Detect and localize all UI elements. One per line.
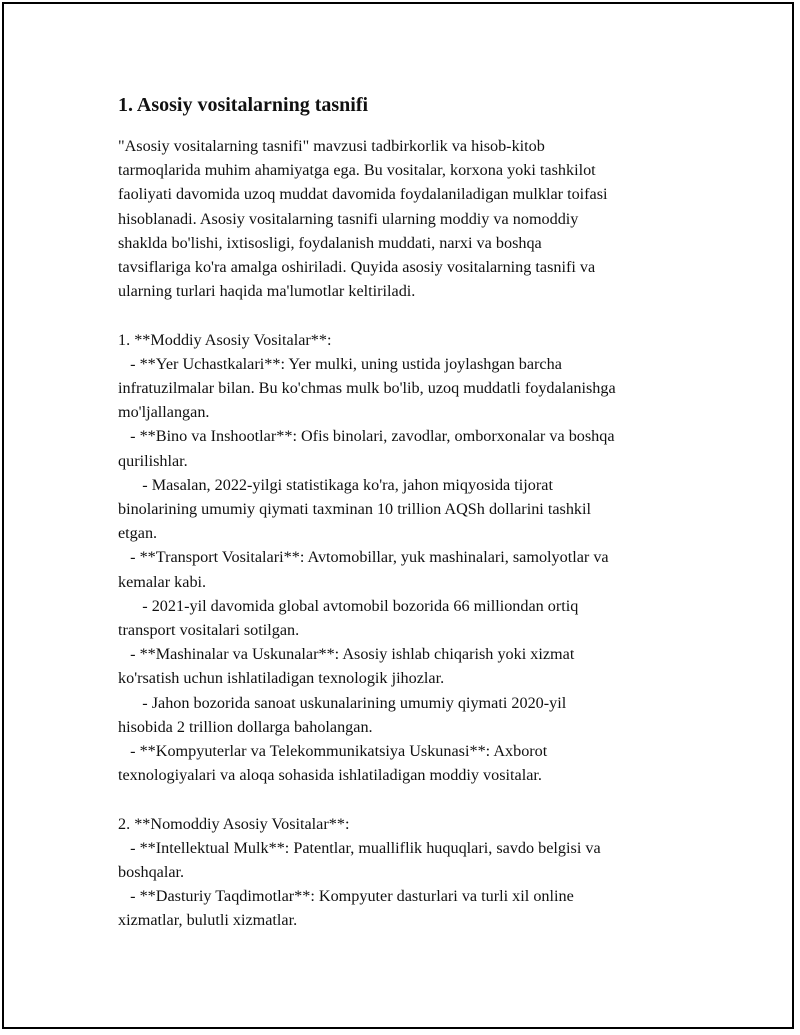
- text-line: binolarining umumiy qiymati taxminan 10 trillion AQSh dollarini tashkil: [118, 500, 592, 519]
- text-line: tarmoqlarida muhim ahamiyatga ega. Bu vositalar, korxona yoki tashkilot: [118, 161, 596, 180]
- text-line: - Masalan, 2022-yilgi statistikaga ko'ra, jahon miqyosida tijorat: [118, 475, 553, 494]
- text-line: - **Bino va Inshootlar**: Ofis binolari, zavodlar, omborxonalar va boshqa: [118, 427, 615, 446]
- document-body: [118, 90, 698, 933]
- text-line: qurilishlar.: [118, 451, 188, 470]
- text-line: boshqalar.: [118, 863, 185, 882]
- text-line: - 2021-yil davomida global avtomobil bozorida 66 milliondan ortiq: [118, 596, 579, 615]
- text-line: etgan.: [118, 524, 158, 543]
- text-line: - **Intellektual Mulk**: Patentlar, mualliflik huquqlari, savdo belgisi va: [118, 838, 601, 857]
- section-heading: 1. Asosiy vositalarning tasnifi: [118, 94, 369, 116]
- text-line: ularning turlari haqida ma'lumotlar keltiriladi.: [118, 282, 416, 301]
- text-line: kemalar kabi.: [118, 572, 207, 591]
- text-line: 2. **Nomoddiy Asosiy Vositalar**:: [118, 814, 350, 833]
- text-line: xizmatlar, bulutli xizmatlar.: [118, 911, 298, 930]
- text-line: infratuzilmalar bilan. Bu ko'chmas mulk bo'lib, uzoq muddatli foydalanishga: [118, 379, 616, 398]
- text-line: - Jahon bozorida sanoat uskunalarining umumiy qiymati 2020-yil: [118, 693, 567, 712]
- text-line: - **Dasturiy Taqdimotlar**: Kompyuter dasturlari va turli xil online: [118, 887, 574, 906]
- text-line: hisoblanadi. Asosiy vositalarning tasnifi ularning moddiy va nomoddiy: [118, 209, 579, 228]
- text-line: shaklda bo'lishi, ixtisosligi, foydalanish muddati, narxi va boshqa: [118, 233, 542, 252]
- text-line: hisobida 2 trillion dollarga baholangan.: [118, 717, 373, 736]
- text-line: ko'rsatish uchun ishlatiladigan texnologik jihozlar.: [118, 669, 445, 688]
- text-line: - **Kompyuterlar va Telekommunikatsiya Uskunasi**: Axborot: [118, 742, 548, 761]
- text-line: mo'ljallangan.: [118, 403, 210, 422]
- document-text: [118, 134, 698, 933]
- text-line: "Asosiy vositalarning tasnifi" mavzusi tadbirkorlik va hisob-kitob: [118, 137, 545, 155]
- text-line: texnologiyalari va aloqa sohasida ishlatiladigan moddiy vositalar.: [118, 766, 542, 785]
- blank-line: [118, 303, 698, 327]
- blank-line: [118, 787, 698, 811]
- text-line: - **Yer Uchastkalari**: Yer mulki, uning ustida joylashgan barcha: [118, 354, 562, 373]
- text-line: tavsiflariga ko'ra amalga oshiriladi. Quyida asosiy vositalarning tasnifi va: [118, 258, 596, 277]
- text-line: 1. **Moddiy Asosiy Vositalar**:: [118, 330, 332, 349]
- text-line: - **Transport Vositalari**: Avtomobillar, yuk mashinalari, samolyotlar va: [118, 548, 609, 567]
- text-line: transport vositalari sotilgan.: [118, 621, 300, 640]
- text-line: - **Mashinalar va Uskunalar**: Asosiy ishlab chiqarish yoki xizmat: [118, 645, 575, 664]
- text-line: faoliyati davomida uzoq muddat davomida foydalaniladigan mulklar toifasi: [118, 185, 608, 204]
